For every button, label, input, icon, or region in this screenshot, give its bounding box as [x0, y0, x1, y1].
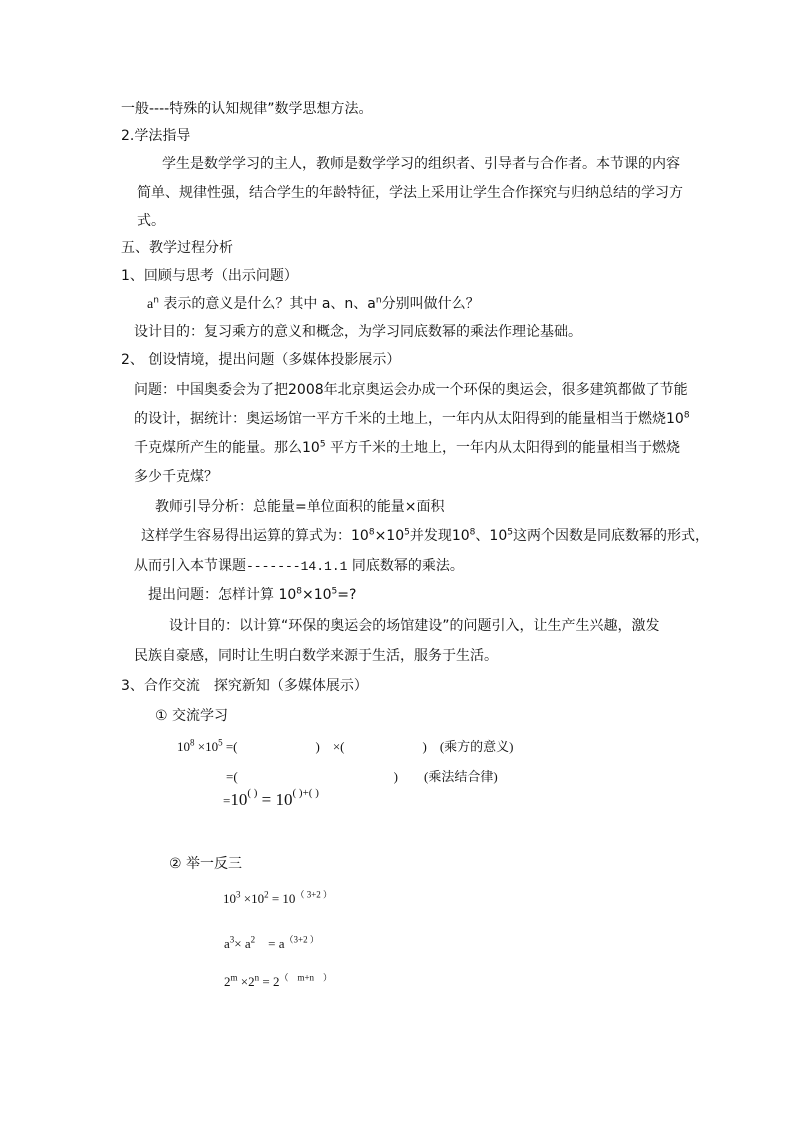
equation-line: =10( ) = 10( )+( )	[223, 787, 319, 809]
equation-line: $10^3 \times 10^2 = 10^{( 3+2 )}$	[223, 889, 333, 906]
text-line: 提出问题：怎样计算 $10^8\times 10^5=$?	[148, 586, 357, 603]
section-heading: 3、合作交流 探究新知（多媒体展示）	[121, 678, 368, 694]
equation-line: $2^m \times 2^n = 2^{( m+n )}$	[224, 972, 333, 989]
text-line: 多少千克煤？	[134, 469, 218, 485]
text-line: 设计目的：以计算“环保的奥运会的场馆建设”的问题引入，让生产生兴趣，激发	[169, 618, 660, 634]
text-line: 民族自豪感，同时让生明白数学来源于生活，服务于生活。	[134, 648, 498, 664]
text-line: 问题：中国奥委会为了把2008年北京奥运会办成一个环保的奥运会，很多建筑都做了节能	[134, 382, 688, 398]
text-line: 千克煤所产生的能量。那么$10^5$ 平方千米的土地上，一年内从太阳得到的能量相当于燃烧	[134, 439, 681, 456]
equation-line: $10^8 \times 10^5$ =( ) ×( ) (乘方的意义)	[177, 737, 514, 754]
equation-line: =( ) (乘法结合律)	[226, 769, 498, 784]
equation-line: $a^3\times a^2$ = $a^{(3+2 )}$	[224, 934, 319, 951]
section-heading: 1、回顾与思考（出示问题）	[121, 268, 298, 284]
text-line: 这样学生容易得出运算的算式为：$10^8\times 10^5$并发现$10^8$、$10^5$这两个因数是同底数幂的形式，	[141, 527, 709, 544]
text-line: 简单、规律性强，结合学生的年龄特征，学法上采用让学生合作探究与归纳总结的学习方	[137, 185, 683, 201]
text-line: 学生是数学学习的主人，教师是数学学习的组织者、引导者与合作者。本节课的内容	[162, 156, 680, 172]
text-line: ① 交流学习	[155, 708, 229, 724]
text-line: ② 举一反三	[169, 856, 243, 872]
text-line: 设计目的：复习乘方的意义和概念，为学习同底数幂的乘法作理论基础。	[134, 324, 582, 340]
text-line: 一般----特殊的认知规律”数学思想方法。	[121, 101, 373, 117]
section-heading: 2、 创设情境，提出问题（多媒体投影展示）	[121, 352, 401, 368]
section-heading: 五、教学过程分析	[121, 240, 233, 256]
text-line: 从而引入本节课题-------14.1.1 同底数幂的乘法。	[134, 558, 464, 574]
text-line: $a^n$ 表示的意义是什么？其中 a、n、$a^n$分别叫做什么？	[147, 295, 480, 312]
text-line: 的设计，据统计：奥运场馆一平方千米的土地上，一年内从太阳得到的能量相当于燃烧$10^8$	[134, 410, 690, 427]
section-heading: 2.学法指导	[121, 128, 191, 144]
text-line: 式。	[137, 213, 165, 229]
text-line: 教师引导分析：总能量=单位面积的能量×面积	[155, 499, 445, 515]
